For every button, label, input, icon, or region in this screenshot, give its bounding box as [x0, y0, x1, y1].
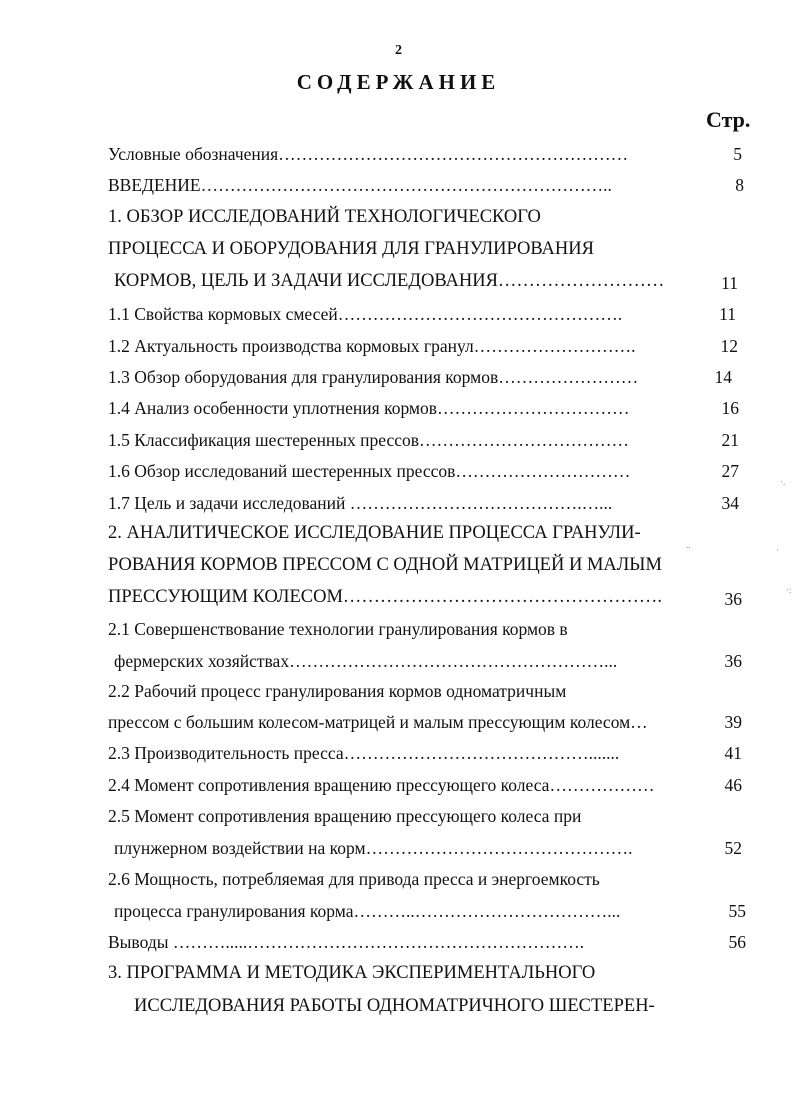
toc-page-number: 5 — [733, 144, 742, 164]
toc-page-number: 21 — [721, 430, 739, 450]
toc-page-number: 39 — [724, 712, 742, 732]
toc-page-number: 16 — [721, 398, 739, 418]
toc-line: 2.1 Совершенствование технологии гранулирования кормов в — [108, 619, 568, 639]
toc-line: 2.3 Производительность пресса……………………………………....... — [108, 743, 620, 763]
toc-line: ПРОЦЕССА И ОБОРУДОВАНИЯ ДЛЯ ГРАНУЛИРОВАНИЯ — [108, 239, 594, 259]
toc-line: РОВАНИЯ КОРМОВ ПРЕССОМ С ОДНОЙ МАТРИЦЕЙ И МАЛЫМ — [108, 555, 662, 575]
toc-line: КОРМОВ, ЦЕЛЬ И ЗАДАЧИ ИССЛЕДОВАНИЯ……………………… — [114, 271, 665, 291]
toc-line: 2.5 Момент сопротивления вращению прессующего колеса при — [108, 806, 582, 826]
toc-page-number: 52 — [724, 838, 742, 858]
toc-page-number: 56 — [728, 932, 746, 952]
toc-line: 2.2 Рабочий процесс гранулирования кормов одноматричным — [108, 681, 567, 701]
toc-page-number: 8 — [735, 175, 744, 195]
toc-page-number: 55 — [728, 901, 746, 921]
toc-page-number: 27 — [721, 461, 739, 481]
toc-line: 1.3 Обзор оборудования для гранулирования кормов…………………… — [108, 367, 639, 387]
toc-page-number: 11 — [719, 304, 736, 324]
scan-speck: · — [776, 545, 779, 555]
toc-line: Выводы ……….....…………………………………………………. — [108, 932, 585, 952]
toc-line: 2.6 Мощность, потребляемая для привода пресса и энергоемкость — [108, 869, 600, 889]
page-number: 2 — [395, 43, 402, 58]
toc-line: 1.1 Свойства кормовых смесей…………………………………………. — [108, 304, 623, 324]
toc-line: 1.2 Актуальность производства кормовых гранул………………………. — [108, 336, 636, 356]
scan-speck: ·: — [786, 585, 792, 595]
toc-line: ПРЕССУЮЩИМ КОЛЕСОМ……………………………………………. — [108, 587, 663, 607]
toc-line: 1.5 Классификация шестеренных прессов……………………………… — [108, 430, 630, 450]
toc-page-number: 41 — [724, 743, 742, 763]
toc-line: 3. ПРОГРАММА И МЕТОДИКА ЭКСПЕРИМЕНТАЛЬНОГО — [108, 963, 596, 983]
toc-line: ВВЕДЕНИЕ…………………………………………………………….. — [108, 175, 612, 195]
toc-line: прессом с большим колесом-матрицей и малым прессующим колесом… — [108, 712, 648, 732]
toc-page-number: 36 — [724, 589, 742, 609]
toc-page-number: 36 — [724, 651, 742, 671]
toc-line: фермерских хозяйствах………………………………………………... — [114, 651, 618, 671]
toc-line: 1.7 Цель и задачи исследований ………………………………….…... — [108, 493, 613, 513]
toc-line: процесса гранулирования корма………..……………………………... — [114, 901, 621, 921]
page-title: СОДЕРЖАНИЕ — [296, 70, 501, 94]
toc-page-number: 46 — [724, 775, 742, 795]
toc-line: ИССЛЕДОВАНИЯ РАБОТЫ ОДНОМАТРИЧНОГО ШЕСТЕРЕН- — [134, 996, 655, 1016]
toc-page-number: 34 — [721, 493, 739, 513]
toc-line: 2. АНАЛИТИЧЕСКОЕ ИССЛЕДОВАНИЕ ПРОЦЕССА ГРАНУЛИ- — [108, 523, 641, 543]
scan-speck: ·. — [780, 477, 786, 487]
toc-page-number: 14 — [714, 367, 732, 387]
page-column-header: Стр. — [706, 107, 751, 132]
scan-speck: .. — [686, 540, 691, 550]
toc-line: 1.4 Анализ особенности уплотнения кормов…………………………… — [108, 398, 630, 418]
toc-line: 2.4 Момент сопротивления вращению прессующего колеса……………… — [108, 775, 655, 795]
toc-line: 1.6 Обзор исследований шестеренных прессов………………………… — [108, 461, 631, 481]
toc-line: 1. ОБЗОР ИССЛЕДОВАНИЙ ТЕХНОЛОГИЧЕСКОГО — [108, 207, 541, 227]
toc-line: Условные обозначения…………………………………………………… — [108, 144, 629, 164]
toc-line: плунжерном воздействии на корм………………………………………. — [114, 838, 633, 858]
toc-page-number: 11 — [721, 273, 738, 293]
toc-page-number: 12 — [720, 336, 738, 356]
